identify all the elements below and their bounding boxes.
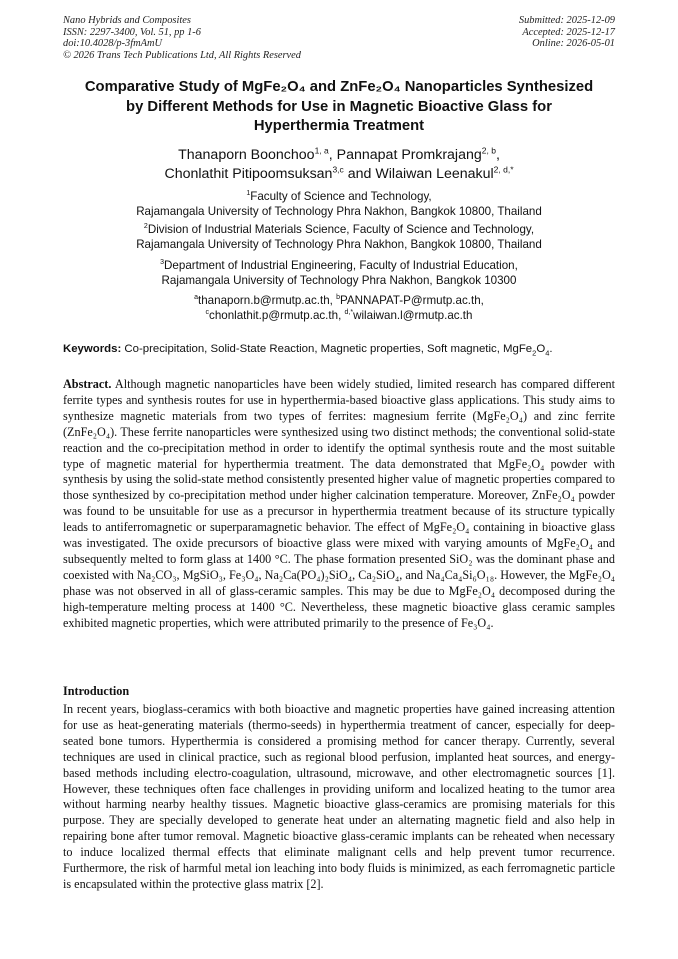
affiliation-1 — [40, 189, 638, 220]
online-date: Online: 2026-05-01 — [532, 38, 615, 50]
email-address[interactable]: PANNAPAT-P@rmutp.ac.th, — [340, 294, 484, 307]
abstract-text: Although magnetic nanoparticles have been widely studied, limited research has compared different ferrite types and synthesis routes for use in hyperthermia-based bioactive glass applications. This study aims to synthesize magnetic materials from two types of ferrites: magnesium ferrite (MgFe₂O₄) and zinc ferrite (ZnFe₂O₄). These ferrite nanoparticles were synthesized using two distinct methods; the conventional solid-state reaction and the co-precipitation method in order to identify the optimal synthesis route and the most suitable type of magnetic material for hyperthermia treatment. The data demonstrated that MgFe₂O₄ powder with synthesis by using the solid-state method consistently presented higher value of magnetic properties compared to those synthesized by co-precipitation method under higher calcination temperature. Moreover, ZnFe₂O₄ powder was found to be unsuitable for use as a precursor in hyperthermia treatment because of its structure typically leads to antiferromagnetic or superparamagnetic behavior. The effect of MgFe₂O₄ containing in bioactive glass was investigated. The oxide precursors of bioactive glass were mixed with varying amounts of MgFe₂O₄ and subsequently melted to form glass at 1400 °C. The phase formation presented SiO₂ was the dominant phase and coexisted with Na₂CO₃, MgSiO₃, Fe₃O₄, Na₂Ca(PO₄)₂SiO₄, Ca₂SiO₄, and Na₄Ca₄Si₆O₁₈. However, the MgFe₂O₄ phase was not observed in all of glass-ceramic samples. This may be due to MgFe₂O₄ decomposed during the high-temperature melting process at 1400 °C. Nevertheless, these magnetic bioactive glass ceramic samples exhibited magnetic properties, which were attributed primarily to the presence of Fe₃O₄. — [63, 377, 616, 630]
email-address[interactable]: wilaiwan.l@rmutp.ac.th — [353, 309, 473, 323]
accepted-date: Accepted: 2025-12-17 — [522, 26, 615, 38]
affiliation-line: Rajamangala University of Technology Phra Nakhon, Bangkok 10300 — [161, 274, 517, 288]
author-list: Thanaporn Boonchoo$^{1, a}$, Pannapat Promkrajang$^{2, b}$, Chonlathit Pitipoomsuksan$^{3,c}$ and Wilaiwan Leenakul$^{2, d,*}$ — [164, 145, 514, 182]
title-line: by Different Methods for Use in Magnetic Bioactive Glass for — [126, 98, 552, 115]
email-mark: b — [336, 294, 341, 302]
affiliation-line: Division of Industrial Materials Science, Faculty of Science and Technology, — [147, 223, 535, 236]
section-heading-introduction: Introduction — [63, 684, 130, 698]
title-line: Hyperthermia Treatment — [253, 118, 425, 135]
affiliation-3 — [40, 258, 638, 289]
journal-doi: doi:10.4028/p-3fmAmU — [63, 38, 162, 50]
author-name: Chonlathit Pitipoomsuksan — [164, 166, 333, 182]
keywords — [63, 342, 623, 357]
affiliation-line: Rajamangala University of Technology Phra Nakhon, Bangkok 10800, Thailand — [136, 205, 542, 219]
affiliation-mark: 2 — [143, 223, 148, 231]
affiliation-2 — [40, 222, 638, 253]
email-address[interactable]: thanaporn.b@rmutp.ac.th, — [198, 294, 333, 307]
author-affiliation-mark: 3,c — [332, 164, 344, 175]
author-name: Wilaiwan Leenakul — [375, 166, 494, 182]
paper-title — [40, 78, 638, 137]
affiliation-line: Rajamangala University of Technology Phra Nakhon, Bangkok 10800, Thailand — [136, 238, 542, 252]
keywords-label: Keywords: — [63, 343, 122, 355]
keywords-text: O — [536, 343, 546, 355]
affiliation-mark: 3 — [160, 259, 165, 267]
journal-name: Nano Hybrids and Composites — [63, 15, 191, 26]
keywords-subscript: 4 — [545, 348, 550, 358]
keywords-text: Co-precipitation, Solid-State Reaction, Magnetic properties, Soft magnetic, MgFe — [124, 343, 533, 355]
email-mark: c — [205, 309, 210, 317]
journal-issn: ISSN: 2297-3400, Vol. 51, pp 1-6 — [63, 26, 201, 38]
author-affiliation-mark: 2, b — [481, 145, 496, 156]
author-affiliation-mark: 2, d,* — [493, 164, 514, 175]
affiliation-line: Faculty of Science and Technology, — [250, 190, 432, 203]
author-name: Thanaporn Boonchoo — [178, 147, 315, 163]
affiliation-line: Department of Industrial Engineering, Faculty of Industrial Education, — [164, 259, 518, 272]
keywords-text: . — [549, 343, 553, 355]
author-name: Pannapat Promkrajang — [336, 147, 482, 163]
author-affiliation-mark: 1, a — [314, 145, 329, 156]
submitted-date: Submitted: 2025-12-09 — [518, 15, 615, 26]
email-mark: a — [194, 294, 199, 302]
email-address[interactable]: chonlathit.p@rmutp.ac.th, — [209, 309, 342, 323]
journal-header — [63, 15, 301, 61]
dates-header — [519, 15, 615, 50]
abstract-label: Abstract. — [63, 377, 112, 391]
keywords-subscript: 2 — [532, 348, 537, 358]
abstract — [63, 377, 615, 632]
introduction-paragraph: In recent years, bioglass-ceramics with both bioactive and magnetic properties have gained increasing attention for use as heat-generating materials (thermo-seeds) in hyperthermia treatment of cancer, especially for deep-seated bone tumors. Hyperthermia is considered a promising method for cancer therapy. Currently, several techniques are used in clinical practice, such as regional blood perfusion, implanted heat sources, and energy-based methods including electro-coagulation, ultrasound, microwave, and other electromagnetic sources [1]. However, these techniques often face challenges in providing uniform and localized heating to the tumor area without harming nearby healthy tissues. Magnetic bioactive glass-ceramics are promising materials for this purpose. They are specially developed to generate heat under an alternating magnetic field and also help in repairing bone after tumor removal. Magnetic bioactive glass-ceramic implants can be reheated when necessary to induce localized thermal effects that eliminate malignant cells and help prevent tumor recurrence. Furthermore, the risk of harmful metal ion leaching into body fluids is minimized, as each ferromagnetic particle is encapsulated within the protective glass matrix [2]. — [63, 702, 615, 891]
author-emails — [40, 293, 638, 324]
affiliation-mark: 1 — [246, 190, 251, 198]
title-line: Comparative Study of MgFe₂O₄ and ZnFe₂O₄ Nanoparticles Synthesized — [84, 79, 594, 95]
email-mark: d,* — [344, 309, 354, 317]
journal-copyright: © 2026 Trans Tech Publications Ltd, All Rights Reserved — [63, 49, 301, 61]
author-conjunction: and — [347, 166, 372, 182]
